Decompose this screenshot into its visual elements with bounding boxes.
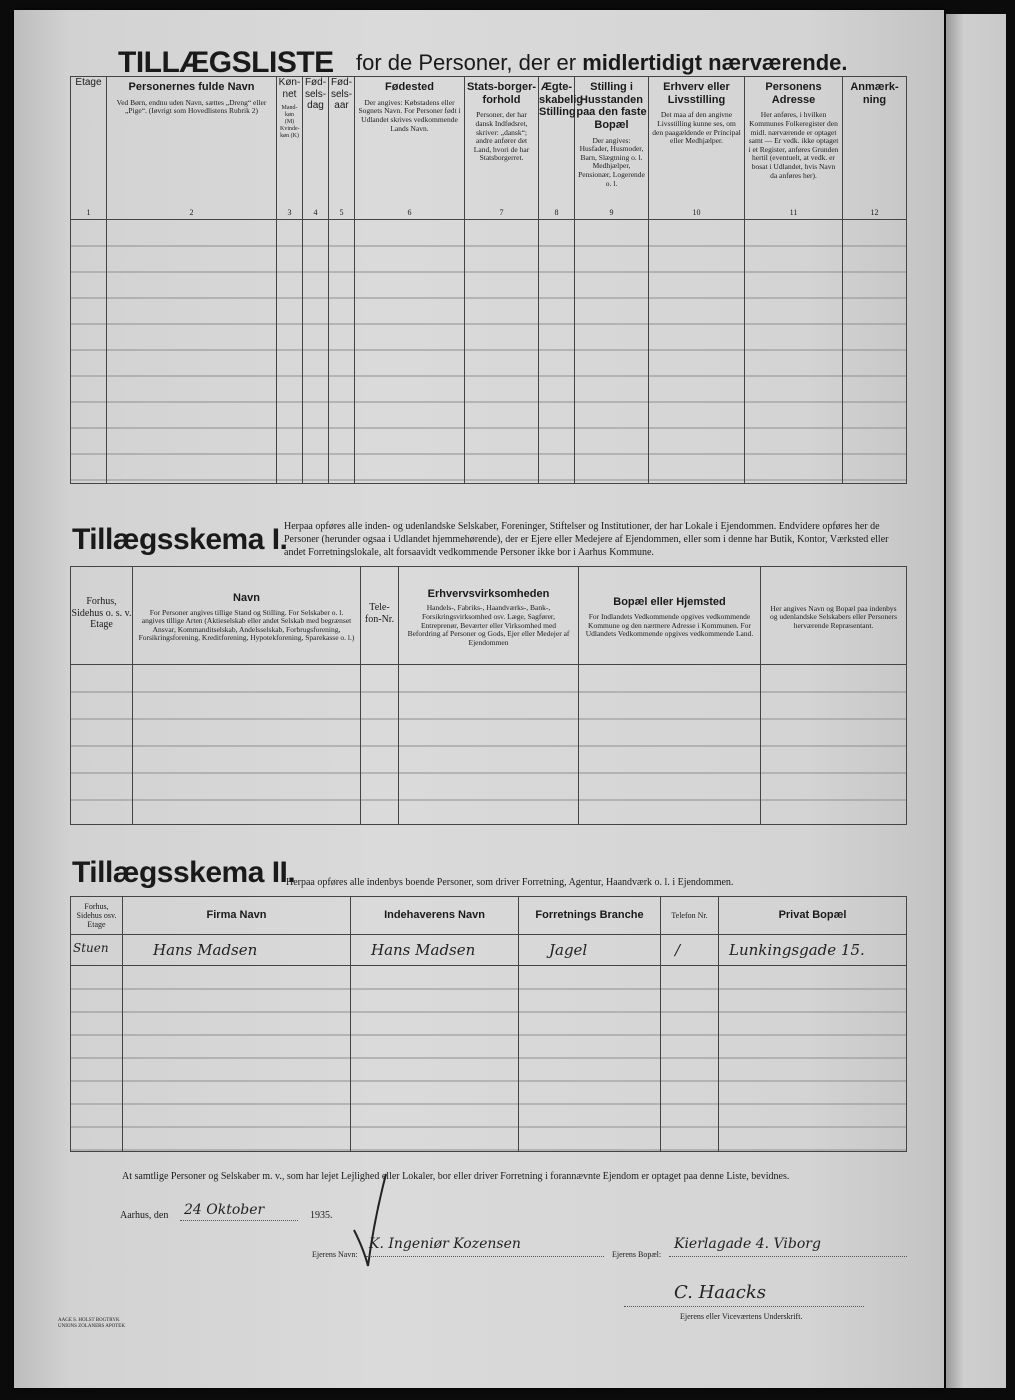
col-title: Anmærk-ning — [850, 81, 899, 106]
body-column-12 — [843, 220, 907, 484]
col-number: 4 — [313, 207, 318, 217]
owner-label: Ejerens Navn: — [312, 1250, 358, 1259]
main-table-header — [71, 77, 907, 220]
col-number: 2 — [189, 207, 194, 217]
col-header-9 — [575, 77, 649, 220]
col-number: 1 — [86, 207, 91, 217]
skema2-col-title: Privat Bopæl — [778, 909, 847, 922]
col-header-1 — [71, 77, 107, 220]
check-mark-icon — [350, 1170, 390, 1270]
subtitle-bold: midlertidigt nærværende. — [582, 50, 848, 75]
skema2-body-col-2 — [123, 966, 351, 1152]
year-label: 1935. — [310, 1210, 333, 1221]
skema2-col-title: Telefon Nr. — [671, 910, 708, 920]
col-title: Personens Adresse — [765, 81, 822, 106]
cell-firma: Hans Madsen — [123, 935, 351, 966]
col-description: Det maa af den angivne Livsstilling kunne ses, om den paagældende er Principal eller Medhjælper. — [652, 110, 741, 146]
skema2-col-4 — [519, 897, 661, 935]
date-handwritten: 24 Oktober — [184, 1202, 265, 1218]
skema2-col-title: Forretnings Branche — [535, 909, 644, 922]
col-number: 9 — [609, 207, 614, 217]
col-header-11 — [745, 77, 843, 220]
col-header-4 — [303, 77, 329, 220]
declaration-text: At samtlige Personer og Selskaber m. v., som har lejet Lejlighed eller Lokaler, bor eller driver Forretning i forannævnte Ejendom er optaget paa denne Liste, bevidnes. — [122, 1171, 790, 1182]
col-title: Stats-borger-forhold — [466, 81, 537, 106]
skema1-col-4 — [399, 567, 579, 665]
skema2-col-title: Indehaverens Navn — [384, 909, 485, 922]
skema1-body-col-1 — [71, 665, 133, 825]
main-table — [70, 76, 907, 484]
col-title: Erhverv eller Livsstilling — [663, 81, 730, 106]
col-title: Fød-sels-dag — [304, 77, 327, 111]
col-header-7 — [465, 77, 539, 220]
skema2-header — [71, 897, 907, 935]
skema1-col-description: For Personer angives tillige Stand og Stilling. For Selskaber o. l. angives tillige Arten (Aktieselskab eller andet Selskab med begrænset Ansvar, Kommanditselskab, Andelsselskab, Forbrugsforening, Forsikringsforening, Kreditforening, Hypotekforening, Sparekasse o. l.) — [138, 607, 355, 643]
body-column-11 — [745, 220, 843, 484]
skema1-col-title: Erhvervsvirksomheden — [427, 587, 550, 600]
skema1-col-title: Forhus, Sidehus o. s. v. Etage — [71, 596, 132, 631]
skema1-col-1 — [71, 567, 133, 665]
skema2-col-title: Firma Navn — [206, 909, 267, 922]
skema1-col-3 — [361, 567, 399, 665]
cell-bopael: Lunkingsgade 15. — [719, 935, 907, 966]
col-number: 5 — [339, 207, 344, 217]
cell-telefon: / — [661, 935, 719, 966]
skema1-col-description: Her angives Navn og Bopæl paa indenbys og udenlandske Selskabers eller Personers herværende Repræsentant. — [769, 603, 898, 630]
city-label: Aarhus, den — [120, 1210, 169, 1221]
body-column-1 — [71, 220, 107, 484]
skema2-note: Herpaa opføres alle indenbys boende Personer, som driver Forretning, Agentur, Haandværk o. l. i Ejendommen. — [286, 877, 734, 888]
skema1-body — [71, 665, 907, 825]
owner-line — [366, 1256, 604, 1257]
col-number: 12 — [870, 207, 879, 217]
col-number: 6 — [407, 207, 412, 217]
skema2-col-1 — [71, 897, 123, 935]
body-column-7 — [465, 220, 539, 484]
col-title: Ægte-skabelig Stilling — [539, 81, 584, 119]
skema2-table — [70, 896, 907, 1152]
owner-handwritten: K. Ingeniør Kozensen — [369, 1236, 521, 1252]
body-column-3 — [277, 220, 303, 484]
skema1-col-6 — [761, 567, 907, 665]
col-header-2 — [107, 77, 277, 220]
skema1-header — [71, 567, 907, 665]
body-column-5 — [329, 220, 355, 484]
skema1-body-col-5 — [579, 665, 761, 825]
skema2-body-col-3 — [351, 966, 519, 1152]
subtitle-pre: for de Personer, der er — [356, 50, 577, 75]
printer-mark: AAGE S. HOLST BOGTRYK UNIONS ZOLANERS APOTEK — [58, 1318, 125, 1329]
skema2-col-2 — [123, 897, 351, 935]
col-title: Stilling i Husstanden paa den faste Bopæl — [576, 81, 647, 131]
col-title: Etage — [75, 77, 102, 88]
body-column-6 — [355, 220, 465, 484]
col-number: 3 — [287, 207, 292, 217]
skema2-body — [71, 966, 907, 1152]
facing-page-edge — [946, 14, 1006, 1388]
skema2-col-5 — [661, 897, 719, 935]
skema1-body-col-3 — [361, 665, 399, 825]
body-column-2 — [107, 220, 277, 484]
form-subtitle — [356, 50, 848, 76]
form-page — [14, 10, 944, 1388]
skema1-table — [70, 566, 907, 825]
skema1-body-col-6 — [761, 665, 907, 825]
col-header-12 — [843, 77, 907, 220]
skema2-col-title: Forhus, Sidehus osv. Etage — [76, 901, 117, 930]
skema2-body-col-1 — [71, 966, 123, 1152]
body-column-4 — [303, 220, 329, 484]
col-title: Fødested — [385, 81, 434, 93]
col-number: 7 — [499, 207, 504, 217]
bopael-line — [669, 1256, 907, 1257]
main-table-body — [71, 220, 907, 484]
skema2-body-col-4 — [519, 966, 661, 1152]
col-description: Mand-køn (M) Kvinde-køn (K) — [280, 105, 300, 139]
skema1-title: Tillægsskema I. — [72, 523, 288, 556]
cell-etage: Stuen — [71, 935, 123, 966]
skema2-body-col-5 — [661, 966, 719, 1152]
col-number: 11 — [789, 207, 798, 217]
col-number: 8 — [554, 207, 559, 217]
skema2-col-6 — [719, 897, 907, 935]
skema1-body-col-4 — [399, 665, 579, 825]
bopael-handwritten: Kierlagade 4. Viborg — [674, 1236, 821, 1252]
col-description: Personer, der har dansk Indfødsret, skriver: „dansk“; andre anfører det Land, hvori de har Statsborgerret. — [473, 110, 530, 163]
skema1-col-description: For Indlandets Vedkommende opgives vedkommende Kommune og den nærmere Adresse i Kommunen. For Udlandets Vedkommende opgives vedkommende Land. — [585, 611, 754, 639]
signature-handwritten: C. Haacks — [674, 1282, 766, 1303]
bopael-label: Ejerens Bopæl: — [612, 1250, 662, 1259]
signature-label: Ejerens eller Viceværtens Underskrift. — [680, 1312, 803, 1321]
cell-branche: Jagel — [519, 935, 661, 966]
col-description: Ved Børn, endnu uden Navn, sættes „Dreng“ eller „Pige“. (Iøvrigt som Hovedlistens Rubrik 2) — [116, 97, 267, 116]
skema2-body-col-6 — [719, 966, 907, 1152]
skema1-col-description: Handels-, Fabriks-, Haandværks-, Bank-, Forsikringsvirksomhed osv. Læge, Sagfører, Entreprenør, Beværter eller Virksomhed med Befordring af Personer og Gods, Ejer eller Medejer af Ejendommen — [407, 603, 570, 647]
skema1-col-5 — [579, 567, 761, 665]
col-description: Her anføres, i hvilken Kommunes Folkeregister den midl. nærværende er optaget samt — Er vedk. ikke optaget i et Register, anføres Grunden hertil (eventuelt, at vedk. er bosat i Udlandet, hvis Navn da anføres her). — [748, 110, 839, 180]
col-header-8 — [539, 77, 584, 220]
col-header-6 — [355, 77, 465, 220]
skema2-col-3 — [351, 897, 519, 935]
body-column-8 — [539, 220, 575, 484]
date-line — [180, 1220, 298, 1221]
col-description: Der angives: Købstadens eller Sognets Navn. For Personer født i Udlandet skrives vedkommende Lands Navn. — [358, 97, 461, 133]
form-title: TILLÆGSLISTE — [118, 46, 334, 79]
skema1-note: Herpaa opføres alle inden- og udenlandske Selskaber, Foreninger, Stiftelser og Institutioner, der har Lokale i Ejendommen. Endvidere opføres her de Personer (herunder ogsaa i Udlandet hjemmehørende), der er Ejere eller Medejere af Ejendommen, eller som i denne har Butik, Kontor, Værksted eller andet Forretningslokale, alt forsaavidt vedkommende Personer ikke bor i Aarhus Kommune. — [284, 521, 889, 558]
col-number: 10 — [692, 207, 701, 217]
col-header-5 — [329, 77, 355, 220]
skema2-title: Tillægsskema II. — [72, 856, 296, 889]
skema1-body-col-2 — [133, 665, 361, 825]
col-description: Der angives: Husfader, Husmoder, Barn, Slægtning o. l. Medhjælper, Pensionær, Logerende o. l. — [578, 135, 645, 188]
signature-line — [624, 1306, 864, 1307]
body-column-9 — [575, 220, 649, 484]
col-title: Fød-sels-aar — [330, 77, 353, 111]
col-header-3 — [277, 77, 303, 220]
col-title: Køn-net — [278, 77, 301, 100]
skema2-row — [71, 935, 907, 966]
col-title: Personernes fulde Navn — [128, 81, 255, 93]
skema1-col-title: Navn — [233, 591, 260, 604]
skema1-col-title: Tele-fon-Nr. — [364, 602, 395, 625]
col-header-10 — [649, 77, 745, 220]
body-column-10 — [649, 220, 745, 484]
skema1-col-title: Bopæl eller Hjemsted — [613, 596, 726, 609]
cell-indehaver: Hans Madsen — [351, 935, 519, 966]
skema1-col-2 — [133, 567, 361, 665]
